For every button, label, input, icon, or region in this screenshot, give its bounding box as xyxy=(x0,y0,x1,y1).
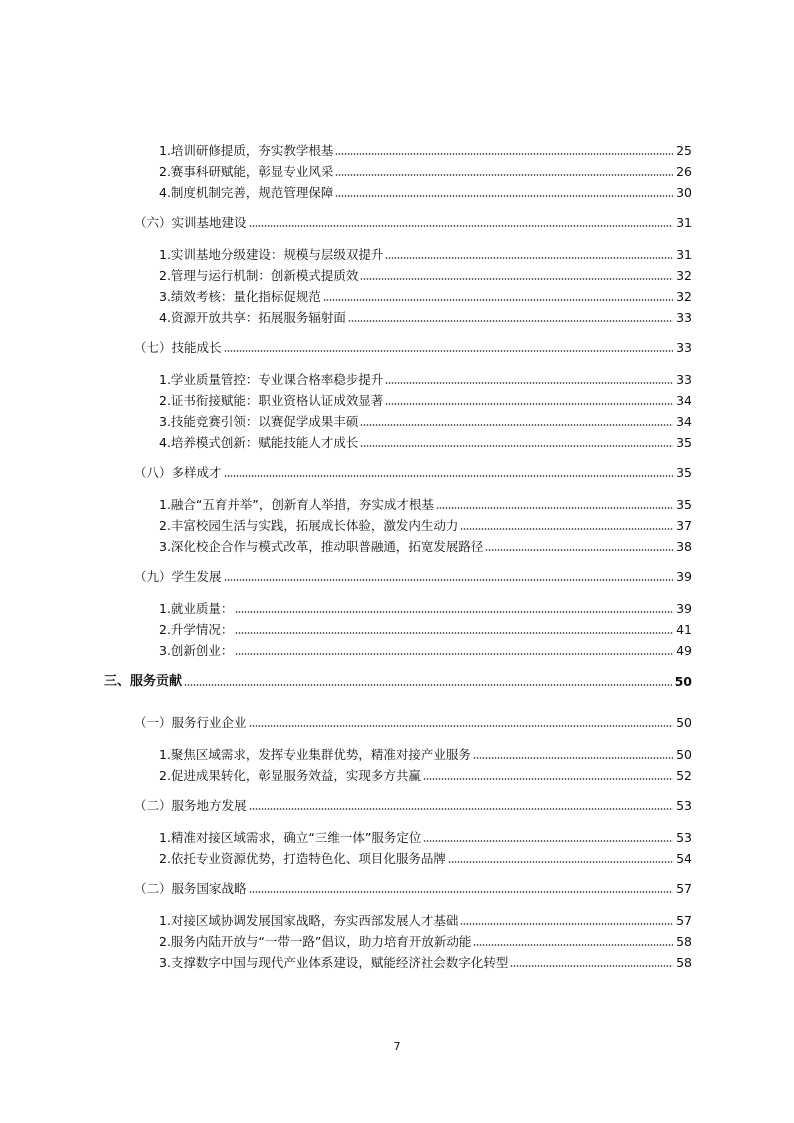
dot-leader xyxy=(335,173,673,177)
toc-entry-title: 1.精准对接区域需求，确立“三维一体”服务定位 xyxy=(159,830,422,845)
dot-leader xyxy=(224,349,674,353)
dot-leader xyxy=(385,402,673,406)
dot-leader xyxy=(249,807,674,811)
toc-entry-page: 49 xyxy=(676,643,692,658)
toc-entry[interactable] xyxy=(159,266,692,284)
toc-entry[interactable] xyxy=(159,766,692,784)
toc-entry-title: 1.融合“五育并举”，创新育人举措，夯实成才根基 xyxy=(159,497,434,512)
toc-entry-page: 57 xyxy=(676,913,692,928)
toc-entry[interactable] xyxy=(159,162,692,180)
toc-entry[interactable] xyxy=(159,245,692,263)
toc-entry-title: 3.深化校企合作与模式改革，推动职普融通，拓宽发展路径 xyxy=(159,539,484,554)
toc-entry[interactable] xyxy=(159,599,692,617)
toc-entry-page: 34 xyxy=(676,414,692,429)
toc-entry[interactable] xyxy=(159,308,692,326)
toc-entry-title: 2.丰富校园生活与实践，拓展成长体验，激发内生动力 xyxy=(159,518,459,533)
toc-entry-page: 30 xyxy=(676,185,692,200)
toc-entry-page: 58 xyxy=(676,955,692,970)
page-number: 7 xyxy=(393,1040,401,1053)
toc-entry[interactable] xyxy=(134,463,692,481)
toc-entry-title: 3.技能竞赛引领：以赛促学成果丰硕 xyxy=(159,414,359,429)
toc-entry[interactable] xyxy=(159,911,692,929)
toc-entry-page: 33 xyxy=(676,310,692,325)
dot-leader xyxy=(485,548,673,552)
toc-entry[interactable] xyxy=(159,953,692,971)
toc-entry-title: 3.创新创业： xyxy=(159,643,234,658)
dot-leader xyxy=(335,152,673,156)
toc-entry-page: 32 xyxy=(676,289,692,304)
toc-entry-title: （二）服务国家战略 xyxy=(134,881,247,896)
dot-leader xyxy=(385,381,673,385)
toc-entry-page: 26 xyxy=(676,164,692,179)
toc-entry[interactable] xyxy=(134,879,692,897)
toc-entry-title: 2.促进成果转化，彰显服务效益，实现多方共赢 xyxy=(159,768,421,783)
dot-leader xyxy=(323,298,673,302)
toc-entry-page: 41 xyxy=(676,622,692,637)
toc-entry-title: 1.学业质量管控：专业课合格率稳步提升 xyxy=(159,372,384,387)
toc-entry-page: 50 xyxy=(676,715,692,730)
toc-entry-title: 三、服务贡献 xyxy=(104,674,183,689)
toc-entry-page: 25 xyxy=(676,143,692,158)
toc-entry[interactable] xyxy=(159,620,692,638)
toc-entry-title: 2.服务内陆开放与“一带一路”倡议，助力培育开放新动能 xyxy=(159,934,472,949)
toc-entry[interactable] xyxy=(134,213,692,231)
toc-entry-title: （一）服务行业企业 xyxy=(134,715,247,730)
toc-entry-page: 53 xyxy=(676,830,692,845)
dot-leader xyxy=(249,724,674,728)
toc-entry[interactable] xyxy=(134,567,692,585)
toc-entry[interactable] xyxy=(159,932,692,950)
toc-entry-title: （八）多样成才 xyxy=(134,465,222,480)
toc-entry-page: 35 xyxy=(676,435,692,450)
toc-entry[interactable] xyxy=(159,370,692,388)
toc-entry[interactable] xyxy=(159,183,692,201)
dot-leader xyxy=(235,631,673,635)
toc-entry-title: 3.绩效考核：量化指标促规范 xyxy=(159,289,321,304)
toc-entry-page: 53 xyxy=(676,798,692,813)
toc-entry-title: 1.就业质量： xyxy=(159,601,234,616)
dot-leader xyxy=(249,890,674,894)
dot-leader xyxy=(448,860,673,864)
toc-entry[interactable] xyxy=(159,495,692,513)
toc-entry-page: 34 xyxy=(676,393,692,408)
toc-entry-page: 35 xyxy=(676,497,692,512)
toc-entry-page: 33 xyxy=(676,340,692,355)
toc-entry[interactable] xyxy=(159,141,692,159)
dot-leader xyxy=(423,839,673,843)
toc-entry-title: 4.资源开放共享：拓展服务辐射面 xyxy=(159,310,346,325)
toc-entry[interactable] xyxy=(134,796,692,814)
toc-entry-page: 31 xyxy=(676,247,692,262)
toc-entry[interactable] xyxy=(159,391,692,409)
toc-entry-title: 1.对接区域协调发展国家战略，夯实西部发展人才基础 xyxy=(159,913,459,928)
dot-leader xyxy=(235,610,673,614)
dot-leader xyxy=(473,943,673,947)
toc-entry[interactable] xyxy=(159,828,692,846)
toc-entry-page: 54 xyxy=(676,851,692,866)
toc-entry-page: 38 xyxy=(676,539,692,554)
toc-entry-title: （九）学生发展 xyxy=(134,569,222,584)
toc-entry-page: 57 xyxy=(676,881,692,896)
dot-leader xyxy=(473,756,673,760)
dot-leader xyxy=(335,194,673,198)
toc-entry-title: （七）技能成长 xyxy=(134,340,222,355)
toc-entry-title: 2.升学情况： xyxy=(159,622,234,637)
dot-leader xyxy=(235,652,673,656)
toc-entry-title: 2.证书衔接赋能：职业资格认证成效显著 xyxy=(159,393,384,408)
dot-leader xyxy=(224,474,674,478)
toc-entry[interactable] xyxy=(159,433,692,451)
toc-entry[interactable] xyxy=(159,745,692,763)
toc-entry[interactable] xyxy=(134,338,692,356)
toc-entry-page: 35 xyxy=(676,465,692,480)
toc-entry-page: 39 xyxy=(676,569,692,584)
dot-leader xyxy=(360,444,673,448)
toc-entry-page: 50 xyxy=(676,747,692,762)
toc-entry[interactable] xyxy=(159,537,692,555)
dot-leader xyxy=(360,423,673,427)
toc-entry-title: （二）服务地方发展 xyxy=(134,798,247,813)
dot-leader xyxy=(249,224,674,228)
toc-entry-title: （六）实训基地建设 xyxy=(134,215,247,230)
toc-entry[interactable] xyxy=(159,287,692,305)
toc-entry-page: 39 xyxy=(676,601,692,616)
toc-entry[interactable] xyxy=(159,412,692,430)
dot-leader xyxy=(224,578,674,582)
toc-entry[interactable] xyxy=(134,713,692,731)
toc-entry-title: 4.培养模式创新：赋能技能人才成长 xyxy=(159,435,359,450)
dot-leader xyxy=(385,256,673,260)
dot-leader xyxy=(348,319,673,323)
toc-entry-page: 37 xyxy=(676,518,692,533)
dot-leader xyxy=(436,506,673,510)
toc-entry[interactable] xyxy=(104,672,692,690)
toc-entry-title: 2.管理与运行机制：创新模式提质效 xyxy=(159,268,359,283)
dot-leader xyxy=(423,777,673,781)
toc-entry-page: 58 xyxy=(676,934,692,949)
toc-entry-title: 2.赛事科研赋能，彰显专业风采 xyxy=(159,164,334,179)
dot-leader xyxy=(360,277,673,281)
toc-entry-page: 33 xyxy=(676,372,692,387)
toc-entry-title: 4.制度机制完善，规范管理保障 xyxy=(159,185,334,200)
toc-entry-title: 1.培训研修提质，夯实教学根基 xyxy=(159,143,334,158)
toc-entry-page: 31 xyxy=(676,215,692,230)
toc-entry-page: 50 xyxy=(674,674,692,689)
toc-entry[interactable] xyxy=(159,641,692,659)
toc-entry-title: 1.实训基地分级建设：规模与层级双提升 xyxy=(159,247,384,262)
toc-entry-title: 2.依托专业资源优势，打造特色化、项目化服务品牌 xyxy=(159,851,446,866)
toc-entry[interactable] xyxy=(159,516,692,534)
dot-leader xyxy=(184,683,672,687)
toc-entry-page: 52 xyxy=(676,768,692,783)
dot-leader xyxy=(510,964,673,968)
toc-entry-title: 1.聚焦区域需求，发挥专业集群优势，精准对接产业服务 xyxy=(159,747,471,762)
toc-entry[interactable] xyxy=(159,849,692,867)
dot-leader xyxy=(460,922,673,926)
dot-leader xyxy=(460,527,673,531)
toc-entry-page: 32 xyxy=(676,268,692,283)
toc-entry-title: 3.支撑数字中国与现代产业体系建设，赋能经济社会数字化转型 xyxy=(159,955,509,970)
